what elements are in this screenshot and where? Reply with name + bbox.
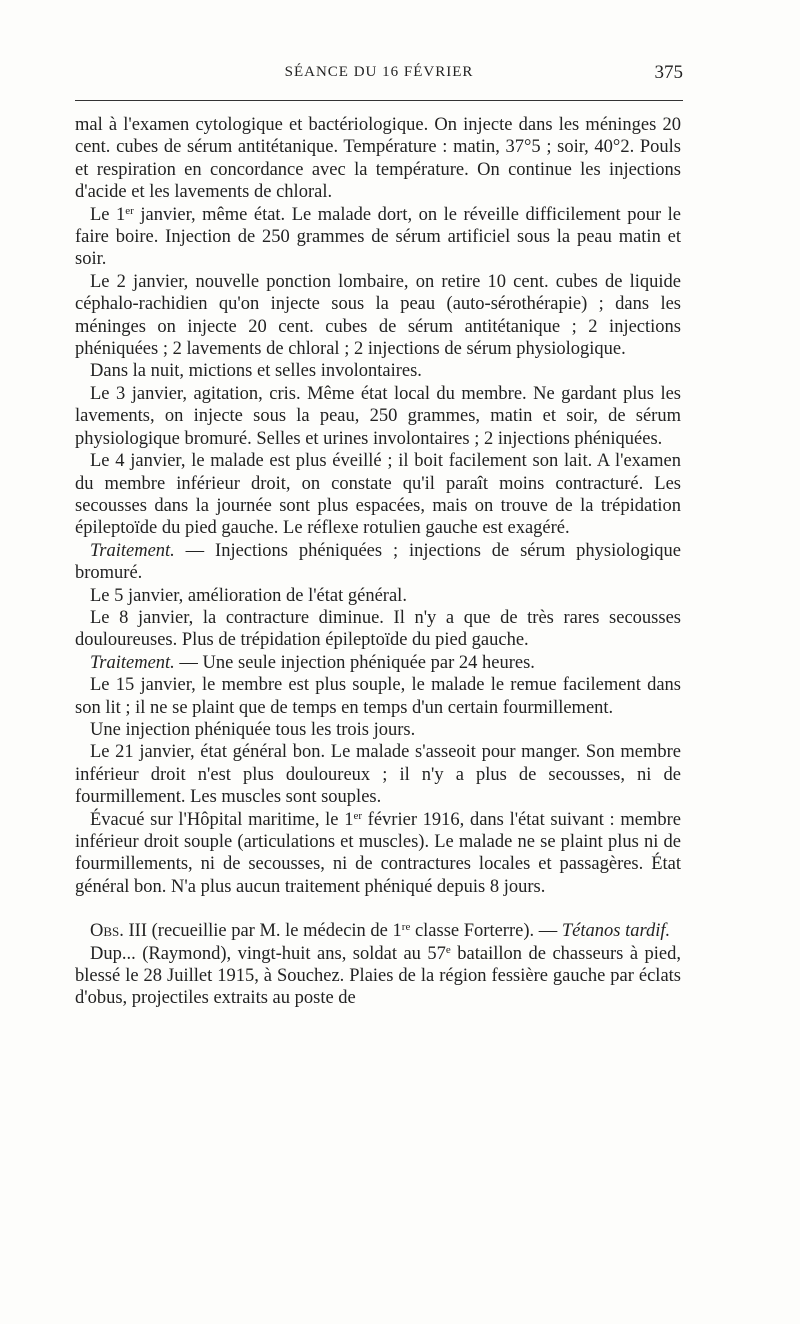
page-header [75,62,683,92]
paragraph [75,450,681,540]
paragraph-text: Le 3 janvier, agitation, cris. Même état local du membre. Ne gardant plus les lavements, on injecte sous la peau, 250 grammes, matin et soir, de sérum physiologique bromuré. Selles et urines involontaires ; 2 injections phéniquées. [75,383,681,449]
paragraph [75,114,681,204]
paragraph [75,920,681,942]
paragraph-sup: er [353,809,362,822]
paragraph-text: Le 21 janvier, état général bon. Le malade s'asseoit pour manger. Son membre inférieur droit n'est plus douloureux ; il n'y a plus de secousses, ni de fourmillement. Les muscles sont souples. [75,742,681,808]
paragraph-italic-lead: Traitement. [90,540,175,561]
paragraph-text: Le 5 janvier, amélioration de l'état général. [90,585,407,606]
paragraph [75,204,681,271]
paragraph-sup: e [445,943,451,956]
running-title: SÉANCE DU 16 FÉVRIER [284,64,474,80]
page-number: 375 [654,62,683,83]
paragraph-text: mal à l'examen cytologique et bactériologique. On injecte dans les méninges 20 cent. cubes de sérum antitétanique. Température : matin, 37°5 ; soir, 40°2. Pouls et respiration en concordance avec la température. On continue les injections d'acide et les lavements de chloral. [75,115,681,203]
paragraph-text: bataillon de chasseurs à pied, blessé le 28 Juillet 1915, à Souchez. Plaies de la région fessière gauche par éclats d'obus, projectiles extraits au poste de [75,943,681,1009]
paragraph-sup: er [125,204,134,217]
paragraph-smallcaps-lead: Obs. III [90,921,147,942]
paragraph-pre: Dup... (Raymond), vingt-huit ans, soldat au 57 [90,943,446,964]
paragraph-text: janvier, même état. Le malade dort, on le réveille difficilement pour le faire boire. Injection de 250 grammes de sérum artificiel sous la peau matin et soir. [75,204,682,270]
paragraph [75,943,681,1010]
paragraph-text: Le 4 janvier, le malade est plus éveillé ; il boit facilement son lait. A l'examen du membre inférieur droit, on constate qu'il paraît moins contracturé. Les secousses dans la journée sont plus espacées, mais on trouve de la trépidation épileptoïde du pied gauche. Le réflexe rotulien gauche est exagéré. [75,451,681,539]
paragraph-pre: (recueillie par M. le médecin de 1 [147,921,402,942]
paragraph-italic-lead: Traitement. [90,652,175,673]
paragraph-text: — Injections phéniquées ; injections de sérum physiologique bromuré. [75,540,681,584]
paragraph-text: Le 8 janvier, la contracture diminue. Il n'y a que de très rares secousses douloureuses. Plus de trépidation épileptoïde du pied gauche. [75,607,681,651]
paragraph-text: Le 2 janvier, nouvelle ponction lombaire, on retire 10 cent. cubes de liquide céphalo-rachidien qu'on injecte sous la peau (auto-sérothérapie) ; dans les méninges on injecte 20 cent. cubes de sérum antitétanique ; 2 injections phéniquées ; 2 lavements de chloral ; 2 injections de sérum physiologique. [75,271,681,360]
paragraph [75,674,681,719]
paragraph [75,652,681,674]
paragraph-text: Dans la nuit, mictions et selles involontaires. [90,361,422,382]
paragraph-pre: Le 1 [90,204,126,225]
paragraph [75,585,681,607]
paragraph [75,360,681,382]
paragraph-text: classe Forterre). — [410,921,562,942]
paragraph-pre: Évacué sur l'Hôpital maritime, le 1 [90,809,354,830]
paragraph [75,383,681,450]
paragraph [75,719,681,741]
body-text [75,114,681,1010]
paragraph-text: Une injection phéniquée tous les trois jours. [90,719,416,740]
paragraph-italic-tail: Tétanos tardif. [561,921,671,942]
paragraph-sup: re [401,921,411,934]
header-rule [75,100,683,101]
paragraph [75,271,681,361]
paragraph-text: — Une seule injection phéniquée par 24 heures. [174,652,535,673]
paragraph [75,607,681,652]
paragraph-text: Le 15 janvier, le membre est plus souple, le malade le remue facilement dans son lit ; il ne se plaint que de temps en temps d'un certain fourmillement. [75,675,681,718]
paragraph [75,809,681,899]
paragraph-text: février 1916, dans l'état suivant : membre inférieur droit souple (articulations et muscles). Le malade ne se plaint plus ni de fourmillements, ni de secousses, ni de contractures locales et passagères. État général bon. N'a plus aucun traitement phéniqué depuis 8 jours. [75,809,681,897]
paragraph [75,540,681,585]
paragraph [75,741,681,808]
